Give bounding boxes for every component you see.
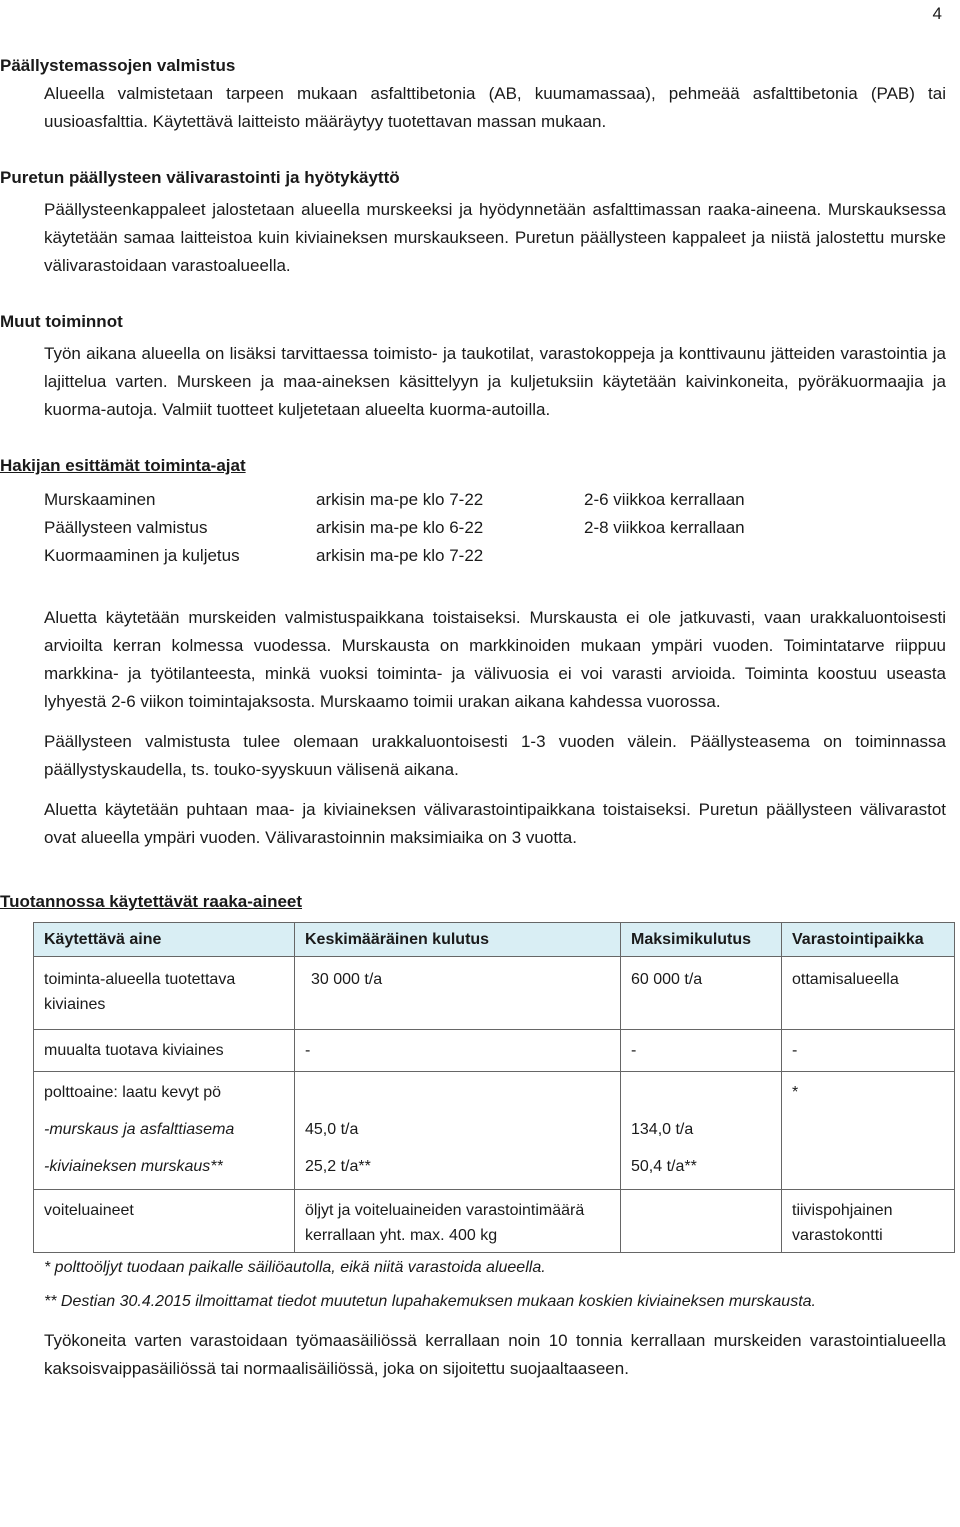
document-body [0,52,946,1383]
table-row [34,957,955,1030]
section-materials-title: Tuotannossa käytettävät raaka-aineet [0,892,303,911]
section-storage-text: Päällysteenkappaleet jalostetaan alueella murskeeksi ja hyödynnetään asfalttimassan raaka-aineena. Murskauksessa käytetään samaa laitteistoa kuin kiviaineksen murskaukseen. Puretun päällysteen kappaleet ja niistä jalostettu murske välivarastoidaan varastoalueella. [44,200,946,275]
activity-cell: Murskaaminen [44,490,156,509]
table-row [44,514,745,542]
material-cell: toiminta-alueella tuotettava kiviaines [34,957,295,1030]
average-cell [295,1072,621,1110]
section-other-text: Työn aikana alueella on lisäksi tarvittaessa toimisto- ja taukotilat, varastokoppeja ja konttivaunu jätteiden varastointia ja lajittelua varten. Murskeen ja maa-aineksen käsittelyyn ja kuljetuksiin käytetään kaivinkoneita, pyöräkuormaajia ja kuorma-autoja. Valmiit tuotteet kuljetetaan alueelta kuorma-autoilla. [44,344,946,419]
storage-cell: - [782,1030,955,1072]
hours-cell: arkisin ma-pe klo 7-22 [316,546,484,565]
table-row [34,1146,955,1190]
column-header: Maksimikulutus [621,923,782,957]
duration-cell [584,542,745,570]
average-cell: - [295,1030,621,1072]
activity-cell: Kuormaaminen ja kuljetus [44,546,240,565]
material-cell: voiteluaineet [34,1190,295,1253]
section-mass-text: Alueella valmistetaan tarpeen mukaan asfalttibetonia (AB, kuumamassaa), pehmeää asfalttibetonia (PAB) tai uusioasfalttia. Käytettävä laitteisto määräytyy tuotettavan massan mukaan. [44,84,946,131]
section-storage-title: Puretun päällysteen välivarastointi ja hyötykäyttö [0,168,400,187]
average-cell: 30 000 t/a [295,957,621,1030]
hours-cell: arkisin ma-pe klo 7-22 [316,490,484,509]
table-header-row [34,923,955,957]
storage-cell: * [782,1072,955,1110]
section-other [0,308,946,424]
storage-cell: ottamisalueella [782,957,955,1030]
table-row [34,1190,955,1253]
duration-cell: 2-8 viikkoa kerrallaan [584,518,745,537]
table-row [34,1072,955,1110]
footnote-fuel: * polttoöljyt tuodaan paikalle säiliöautolla, eikä niitä varastoida alueella. [44,1259,546,1276]
hours-cell: arkisin ma-pe klo 6-22 [316,518,484,537]
times-paragraph-3: Aluetta käytetään puhtaan maa- ja kiviaineksen välivarastointipaikkana toistaiseksi. Puretun päällysteen välivarastot ovat alueella ympäri vuoden. Välivarastoinnin maksimiaika on 3 vuotta. [44,800,946,847]
max-cell [621,1072,782,1110]
storage-cell: tiivispohjainen varastokontti [782,1190,955,1253]
section-mass-title: Päällystemassojen valmistus [0,56,236,75]
table-row [34,1109,955,1146]
material-cell: -kiviaineksen murskaus** [34,1146,295,1190]
max-cell: 134,0 t/a [621,1109,782,1146]
max-cell: 50,4 t/a** [621,1146,782,1190]
page-number: 4 [932,4,942,23]
material-cell: muualta tuotava kiviaines [34,1030,295,1072]
footnote-destia: ** Destian 30.4.2015 ilmoittamat tiedot muutetun lupahakemuksen mukaan koskien kiviaineksen murskausta. [44,1293,816,1310]
section-times [0,452,946,852]
section-storage [0,164,946,280]
times-paragraph-2: Päällysteen valmistusta tulee olemaan urakkaluontoisesti 1-3 vuoden välein. Päällysteasema on toiminnassa päällystyskaudella, ts. touko-syyskuun välisenä aikana. [44,732,946,779]
table-row [34,1030,955,1072]
storage-cell [782,1146,955,1190]
section-times-title: Hakijan esittämät toiminta-ajat [0,456,246,475]
table-row [44,542,745,570]
max-cell: - [621,1030,782,1072]
average-cell: 25,2 t/a** [295,1146,621,1190]
storage-cell [782,1109,955,1146]
materials-paragraph: Työkoneita varten varastoidaan työmaasäiliössä kerrallaan noin 10 tonnia kerrallaan murskeiden varastointialueella kaksoisvaippasäiliössä tai normaalisäiliössä, joka on sijoitettu suojaaltaaseen. [44,1331,946,1378]
max-cell [621,1190,782,1253]
column-header: Käytettävä aine [34,923,295,957]
column-header: Varastointipaikka [782,923,955,957]
times-paragraph-1: Aluetta käytetään murskeiden valmistuspaikkana toistaiseksi. Murskausta ei ole jatkuvasti, vaan urakkaluontoisesti arvioilta kerran kolmessa vuodessa. Murskausta on markkinoiden mukaan ympäri vuoden. Toimintatarve riippuu markkina- ja työtilanteesta, minkä vuoksi toiminta- ja välivuosia ei voi varasti arvioida. Toiminta koostuu useasta lyhyestä 2-6 viikon toimintajaksosta. Murskaamo toimii urakan aikana kahdessa vuorossa. [44,608,946,711]
section-mass [0,52,946,136]
raw-materials-table [33,922,955,1253]
table-row [44,486,745,514]
operating-hours-table [44,486,745,570]
section-other-title: Muut toiminnot [0,312,123,331]
duration-cell: 2-6 viikkoa kerrallaan [584,490,745,509]
average-cell: öljyt ja voiteluaineiden varastointimäärä kerrallaan yht. max. 400 kg [295,1190,621,1253]
average-cell: 45,0 t/a [295,1109,621,1146]
material-cell: -murskaus ja asfalttiasema [34,1109,295,1146]
column-header: Keskimääräinen kulutus [295,923,621,957]
activity-cell: Päällysteen valmistus [44,518,208,537]
section-materials [0,888,946,1383]
material-cell: polttoaine: laatu kevyt pö [34,1072,295,1110]
max-cell: 60 000 t/a [621,957,782,1030]
